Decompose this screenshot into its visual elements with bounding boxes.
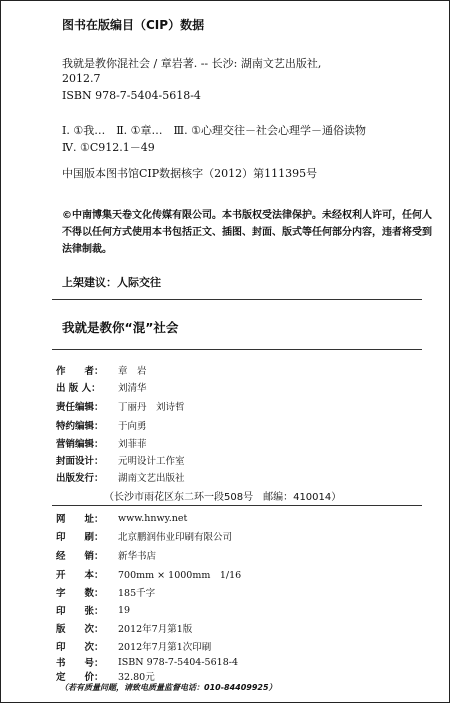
detail-row: [56, 469, 185, 485]
detail-value: 于向勇: [118, 421, 147, 432]
detail-value: 丁丽丹 刘诗哲: [118, 402, 185, 413]
spec-value: www.hnwy.net: [118, 512, 188, 524]
spec-label: 字 数：: [56, 588, 104, 599]
spec-row: [56, 566, 241, 582]
spec-label: 定 价：: [56, 672, 104, 683]
spec-value: 北京鹏润伟业印刷有限公司: [118, 532, 233, 543]
spec-value: 32.80元: [118, 672, 155, 683]
spec-value: 新华书店: [118, 551, 157, 562]
spec-row: [56, 602, 130, 618]
detail-label: 营销编辑：: [56, 439, 104, 450]
spec-label: 网 址：: [56, 514, 104, 525]
spec-row: [56, 547, 156, 563]
shelf-advice: 上架建议：人际交往: [62, 276, 161, 289]
spec-label: 书 号：: [56, 658, 104, 669]
detail-label: 责任编辑：: [56, 402, 104, 413]
detail-row: [56, 417, 147, 433]
spec-label: 经 销：: [56, 551, 104, 562]
cip-date: 2012.7: [62, 72, 101, 85]
quality-hotline-note: （若有质量问题，请致电质量监督电话：010-84409925）: [60, 683, 277, 692]
spec-value: 19: [118, 604, 131, 616]
spec-label: 印 刷：: [56, 532, 104, 543]
spec-label: 开 本：: [56, 570, 104, 581]
spec-row: [56, 638, 211, 654]
detail-row: [56, 452, 185, 468]
cip-entry-line: 我就是教你混社会 / 章岩著. -- 长沙: 湖南文艺出版社,: [62, 57, 322, 70]
cip-title: 图书在版编目（CIP）数据: [62, 18, 205, 32]
divider: [52, 505, 422, 506]
spec-row: [56, 584, 155, 600]
spec-value: 2012年7月第1版: [118, 624, 193, 635]
spec-row: [56, 528, 232, 544]
detail-value: 湖南文艺出版社: [118, 473, 185, 484]
book-title: 我就是教你“混”社会: [62, 320, 179, 335]
detail-value: 刘清华: [118, 383, 147, 394]
detail-row: [56, 398, 185, 414]
spec-value: 700mm × 1000mm 1/16: [118, 570, 242, 581]
publisher-address: （长沙市雨花区东二环一段508号 邮编：410014）: [104, 492, 342, 503]
detail-value: 元明设计工作室: [118, 456, 185, 467]
detail-label: 作 者：: [56, 366, 104, 377]
copyright-notice: ©中南博集天卷文化传媒有限公司。本书版权受法律保护。未经权利人许可，任何人不得以任何方式使用本书包括正文、插图、封面、版式等任何部分内容，违者将受到法律制裁。: [62, 210, 432, 255]
detail-row: [56, 362, 147, 378]
detail-label: 封面设计：: [56, 456, 104, 467]
spec-row: [56, 510, 187, 526]
spec-value: ISBN 978-7-5404-5618-4: [118, 656, 238, 668]
detail-row: [56, 379, 147, 395]
detail-value: 刘菲菲: [118, 439, 147, 450]
detail-value: 章 岩: [118, 366, 147, 377]
spec-row: [56, 620, 192, 636]
spec-label: 印 张：: [56, 606, 104, 617]
detail-label: 出版发行：: [56, 473, 104, 484]
cip-class-number: Ⅳ. ①C912.1－49: [62, 141, 155, 154]
divider: [52, 299, 422, 300]
spec-label: 印 次：: [56, 642, 104, 653]
cip-record-number: 中国版本图书馆CIP数据核字（2012）第111395号: [62, 167, 318, 180]
detail-label: 出 版 人：: [56, 383, 101, 394]
spec-value: 2012年7月第1次印刷: [118, 642, 212, 653]
cip-classification: Ⅰ. ①我… Ⅱ. ①章… Ⅲ. ①心理交往－社会心理学－通俗读物: [62, 124, 366, 137]
detail-row: [56, 435, 147, 451]
spec-label: 版 次：: [56, 624, 104, 635]
cip-isbn: ISBN 978-7-5404-5618-4: [62, 89, 201, 102]
spec-value: 185千字: [118, 588, 156, 599]
divider: [52, 349, 422, 350]
detail-label: 特约编辑：: [56, 421, 104, 432]
